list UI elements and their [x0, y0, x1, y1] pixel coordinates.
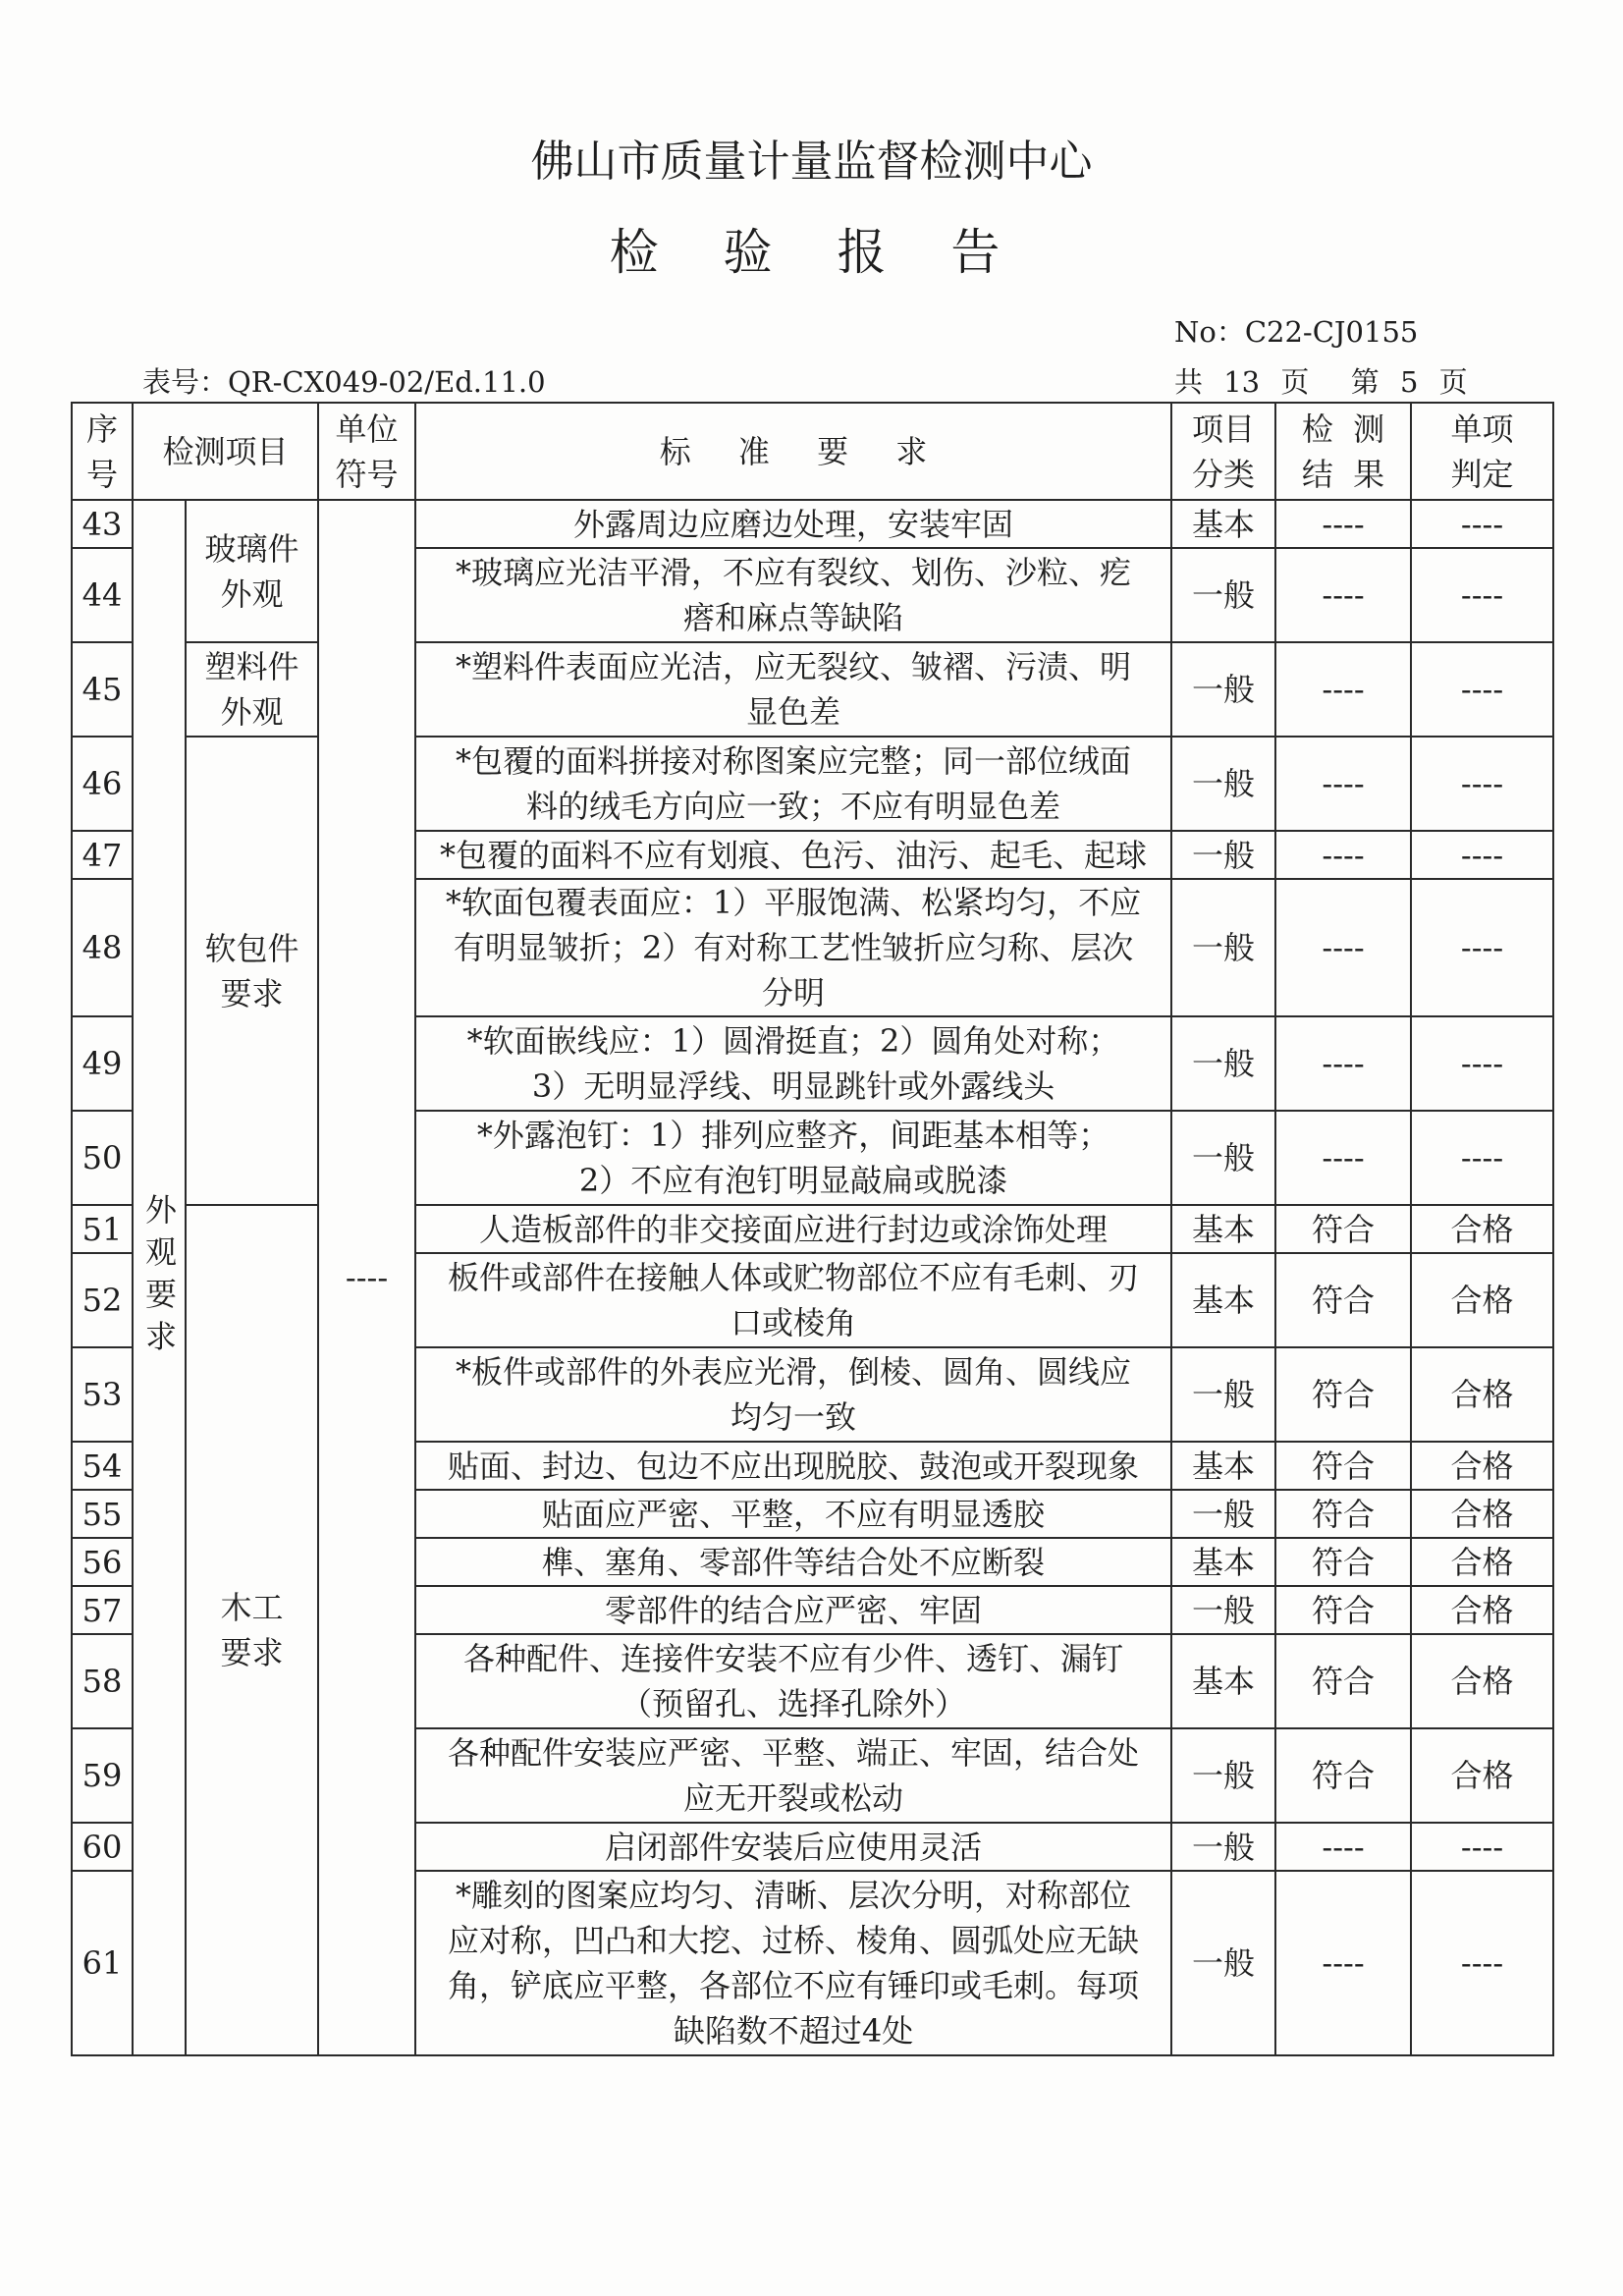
verdict-cell: ---- — [1411, 548, 1553, 642]
requirement-cell — [415, 1871, 1171, 2055]
category-cell: 基本 — [1171, 1538, 1275, 1586]
verdict-cell: ---- — [1411, 879, 1553, 1016]
requirement-cell — [415, 500, 1171, 548]
verdict-cell: ---- — [1411, 1871, 1553, 2055]
requirement-line: 料的绒毛方向应一致；不应有明显色差 — [526, 788, 1061, 825]
result-cell: ---- — [1275, 642, 1411, 737]
result-cell: ---- — [1275, 1111, 1411, 1205]
requirement-cell — [415, 1016, 1171, 1111]
seq-cell: 57 — [72, 1586, 133, 1634]
requirement-line: *软面嵌线应：1）圆滑挺直；2）圆角处对称； — [466, 1022, 1120, 1060]
requirement-line: 贴面、封边、包边不应出现脱胶、鼓泡或开裂现象 — [448, 1447, 1140, 1485]
requirement-line: 贴面应严密、平整，不应有明显透胶 — [542, 1495, 1046, 1533]
seq-cell: 51 — [72, 1205, 133, 1253]
category-cell: 一般 — [1171, 1016, 1275, 1111]
requirement-line: *包覆的面料不应有划痕、色污、油污、起毛、起球 — [440, 836, 1148, 874]
seq-cell: 60 — [72, 1823, 133, 1871]
requirement-cell — [415, 831, 1171, 879]
header-seq-line: 序 — [85, 410, 118, 448]
seq-cell: 59 — [72, 1728, 133, 1823]
table-row — [72, 1205, 1553, 1253]
result-cell: 符合 — [1275, 1586, 1411, 1634]
requirement-line: 板件或部件在接触人体或贮物部位不应有毛刺、刃 — [448, 1259, 1140, 1296]
header-verdict-line: 单项 — [1450, 410, 1514, 448]
requirement-cell — [415, 1586, 1171, 1634]
category-cell: 基本 — [1171, 1253, 1275, 1347]
requirement-line: *软面包覆表面应：1）平服饱满、松紧均匀，不应 — [445, 884, 1142, 921]
verdict-cell: ---- — [1411, 831, 1553, 879]
requirement-cell — [415, 1111, 1171, 1205]
subgroup-label-line: 外观 — [220, 574, 284, 613]
verdict-cell: 合格 — [1411, 1538, 1553, 1586]
group-cell — [133, 500, 186, 2055]
requirement-line: *板件或部件的外表应光滑，倒棱、圆角、圆线应 — [456, 1353, 1132, 1391]
category-cell: 基本 — [1171, 1205, 1275, 1253]
requirement-cell — [415, 1728, 1171, 1823]
verdict-cell: ---- — [1411, 1111, 1553, 1205]
result-cell: ---- — [1275, 1823, 1411, 1871]
requirement-line: 瘩和麻点等缺陷 — [683, 599, 904, 636]
seq-cell: 43 — [72, 500, 133, 548]
requirement-cell — [415, 642, 1171, 737]
verdict-cell: 合格 — [1411, 1728, 1553, 1823]
report-title: 检 验 报 告 — [609, 224, 1014, 281]
header-category — [1171, 403, 1275, 500]
report-number: No：C22-CJ0155 — [1174, 315, 1419, 349]
result-cell: ---- — [1275, 879, 1411, 1016]
category-cell: 一般 — [1171, 642, 1275, 737]
category-cell: 一般 — [1171, 737, 1275, 831]
subgroup-cell — [186, 642, 318, 737]
requirement-line: 榫、塞角、零部件等结合处不应断裂 — [542, 1543, 1046, 1581]
requirement-cell — [415, 1823, 1171, 1871]
result-cell: ---- — [1275, 1016, 1411, 1111]
organization-name: 佛山市质量计量监督检测中心 — [530, 137, 1093, 187]
unit-cell: ---- — [318, 500, 415, 2055]
group-label: 外观要求 — [140, 1193, 178, 1362]
category-cell: 一般 — [1171, 1111, 1275, 1205]
header-verdict — [1411, 403, 1553, 500]
verdict-cell: 合格 — [1411, 1586, 1553, 1634]
requirement-line: 零部件的结合应严密、牢固 — [605, 1591, 983, 1629]
header-item: 检测项目 — [133, 403, 318, 500]
requirement-line: *玻璃应光洁平滑，不应有裂纹、划伤、沙粒、疙 — [456, 554, 1132, 591]
header-seq-line: 号 — [85, 455, 118, 493]
result-cell: 符合 — [1275, 1538, 1411, 1586]
result-cell: 符合 — [1275, 1253, 1411, 1347]
header-unit — [318, 403, 415, 500]
header-result — [1275, 403, 1411, 500]
requirement-cell — [415, 548, 1171, 642]
header-category-line: 项目 — [1192, 410, 1256, 448]
category-cell: 一般 — [1171, 1728, 1275, 1823]
category-cell: 一般 — [1171, 1871, 1275, 2055]
verdict-cell: ---- — [1411, 1823, 1553, 1871]
verdict-cell: ---- — [1411, 500, 1553, 548]
seq-cell: 58 — [72, 1634, 133, 1728]
requirement-line: 均匀一致 — [730, 1398, 857, 1436]
header-seq — [72, 403, 133, 500]
result-cell: ---- — [1275, 831, 1411, 879]
category-cell: 一般 — [1171, 1823, 1275, 1871]
verdict-cell: ---- — [1411, 1016, 1553, 1111]
subgroup-label-line: 木工 — [220, 1589, 284, 1626]
requirement-line: 缺陷数不超过4处 — [673, 2012, 914, 2050]
category-cell: 一般 — [1171, 548, 1275, 642]
subgroup-cell — [186, 1205, 318, 2055]
seq-cell: 50 — [72, 1111, 133, 1205]
seq-cell: 54 — [72, 1442, 133, 1490]
subgroup-label-line: 塑料件 — [204, 648, 299, 685]
requirement-line: 应无开裂或松动 — [683, 1779, 904, 1817]
result-cell: 符合 — [1275, 1728, 1411, 1823]
table-row — [72, 737, 1553, 831]
requirement-line: （预留孔、选择孔除外） — [621, 1685, 967, 1722]
requirement-line: 各种配件安装应严密、平整、端正、牢固，结合处 — [448, 1734, 1140, 1772]
requirement-line: 口或棱角 — [730, 1304, 857, 1341]
page-info: 共 13 页 第 5 页 — [1174, 365, 1468, 399]
requirement-line: 分明 — [762, 974, 826, 1011]
requirement-cell — [415, 1253, 1171, 1347]
subgroup-cell — [186, 737, 318, 1205]
form-number: 表号：QR-CX049-02/Ed.11.0 — [142, 365, 546, 399]
category-cell: 一般 — [1171, 1347, 1275, 1442]
seq-cell: 53 — [72, 1347, 133, 1442]
requirement-line: 应对称，凹凸和大挖、过桥、棱角、圆弧处应无缺 — [448, 1922, 1140, 1959]
seq-cell: 49 — [72, 1016, 133, 1111]
seq-cell: 52 — [72, 1253, 133, 1347]
requirement-cell — [415, 1347, 1171, 1442]
header-unit-line: 单位 — [335, 410, 399, 448]
result-cell: ---- — [1275, 500, 1411, 548]
category-cell: 一般 — [1171, 831, 1275, 879]
verdict-cell: ---- — [1411, 642, 1553, 737]
category-cell: 一般 — [1171, 1586, 1275, 1634]
requirement-line: *包覆的面料拼接对称图案应完整；同一部位绒面 — [456, 742, 1132, 780]
header-requirement: 标 准 要 求 — [415, 403, 1171, 500]
verdict-cell: 合格 — [1411, 1490, 1553, 1538]
requirement-cell — [415, 1442, 1171, 1490]
subgroup-label-line: 要求 — [220, 974, 284, 1012]
category-cell: 基本 — [1171, 500, 1275, 548]
result-cell: 符合 — [1275, 1490, 1411, 1538]
seq-cell: 47 — [72, 831, 133, 879]
requirement-cell — [415, 1634, 1171, 1728]
inspection-table — [71, 402, 1554, 2056]
requirement-line: *雕刻的图案应均匀、清晰、层次分明，对称部位 — [456, 1877, 1132, 1914]
table-row — [72, 500, 1553, 548]
verdict-cell: ---- — [1411, 737, 1553, 831]
verdict-cell: 合格 — [1411, 1205, 1553, 1253]
requirement-line: 3）无明显浮线、明显跳针或外露线头 — [531, 1067, 1055, 1105]
result-cell: 符合 — [1275, 1442, 1411, 1490]
result-cell: 符合 — [1275, 1347, 1411, 1442]
verdict-cell: 合格 — [1411, 1253, 1553, 1347]
subgroup-label-line: 外观 — [220, 693, 284, 731]
subgroup-cell — [186, 500, 318, 642]
header-category-line: 分类 — [1192, 455, 1256, 493]
result-cell: ---- — [1275, 548, 1411, 642]
table-row — [72, 642, 1553, 737]
result-cell: ---- — [1275, 737, 1411, 831]
seq-cell: 56 — [72, 1538, 133, 1586]
requirement-line: 各种配件、连接件安装不应有少件、透钉、漏钉 — [463, 1640, 1124, 1677]
result-cell: ---- — [1275, 1871, 1411, 2055]
requirement-line: 有明显皱折；2）有对称工艺性皱折应匀称、层次 — [453, 929, 1134, 966]
seq-cell: 46 — [72, 737, 133, 831]
requirement-cell — [415, 879, 1171, 1016]
requirement-line: *塑料件表面应光洁，应无裂纹、皱褶、污渍、明 — [456, 648, 1132, 685]
requirement-cell — [415, 1205, 1171, 1253]
seq-cell: 61 — [72, 1871, 133, 2055]
subgroup-label-line: 软包件 — [204, 929, 299, 967]
header-unit-line: 符号 — [335, 455, 399, 493]
header-verdict-line: 判定 — [1450, 455, 1514, 493]
requirement-line: 角，铲底应平整，各部位不应有锤印或毛刺。每项 — [448, 1967, 1140, 2004]
category-cell: 一般 — [1171, 879, 1275, 1016]
seq-cell: 45 — [72, 642, 133, 737]
subgroup-label-line: 要求 — [220, 1634, 284, 1671]
result-cell: 符合 — [1275, 1634, 1411, 1728]
header-result-line: 结 果 — [1301, 455, 1385, 493]
requirement-cell — [415, 1538, 1171, 1586]
requirement-line: *外露泡钉：1）排列应整齐，间距基本相等； — [476, 1117, 1110, 1154]
seq-cell: 55 — [72, 1490, 133, 1538]
header-result-line: 检 测 — [1301, 410, 1385, 448]
result-cell: 符合 — [1275, 1205, 1411, 1253]
requirement-line: 显色差 — [746, 693, 841, 731]
subgroup-label-line: 玻璃件 — [204, 529, 299, 568]
seq-cell: 44 — [72, 548, 133, 642]
category-cell: 基本 — [1171, 1442, 1275, 1490]
requirement-line: 启闭部件安装后应使用灵活 — [605, 1828, 983, 1866]
header-row — [72, 403, 1553, 500]
category-cell: 基本 — [1171, 1634, 1275, 1728]
requirement-cell — [415, 1490, 1171, 1538]
verdict-cell: 合格 — [1411, 1634, 1553, 1728]
requirement-cell — [415, 737, 1171, 831]
verdict-cell: 合格 — [1411, 1347, 1553, 1442]
requirement-line: 外露周边应磨边处理，安装牢固 — [573, 505, 1014, 543]
requirement-line: 人造板部件的非交接面应进行封边或涂饰处理 — [479, 1210, 1109, 1248]
seq-cell: 48 — [72, 879, 133, 1016]
category-cell: 一般 — [1171, 1490, 1275, 1538]
verdict-cell: 合格 — [1411, 1442, 1553, 1490]
requirement-line: 2）不应有泡钉明显敲扁或脱漆 — [578, 1162, 1008, 1199]
